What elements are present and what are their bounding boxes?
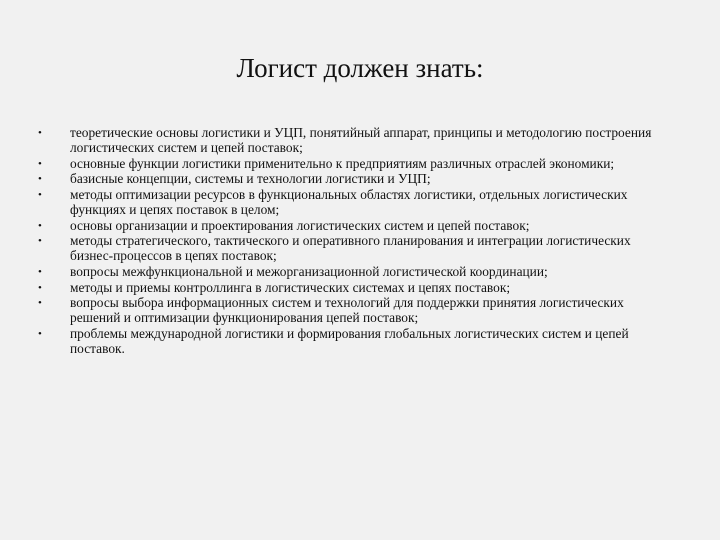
bullet-icon: • <box>38 189 42 202</box>
list-item-text: методы оптимизации ресурсов в функциональных областях логистики, отдельных логистических функциях и цепях поставок в целом; <box>70 187 628 217</box>
list-item-text: проблемы международной логистики и формирования глобальных логистических систем и цепей поставок. <box>70 325 629 356</box>
list-item <box>38 234 668 264</box>
bullet-icon: • <box>38 173 42 186</box>
list-item-text: основные функции логистики применительно к предприятиям различных отраслей экономики; <box>70 155 615 171</box>
bullet-icon: • <box>38 265 42 278</box>
list-item-text: теоретические основы логистики и УЦП, понятийный аппарат, принципы и методологию построения логистических систем и цепей поставок; <box>70 125 652 155</box>
list-item <box>38 281 668 296</box>
bullet-icon: • <box>38 157 42 170</box>
list-item <box>38 188 668 218</box>
bullet-list <box>38 126 668 358</box>
list-item-text: вопросы межфункциональной и межорганизационной логистической координации; <box>70 263 548 279</box>
bullet-icon: • <box>38 327 42 340</box>
bullet-icon: • <box>38 281 42 294</box>
list-item <box>38 219 668 234</box>
list-item-text: методы стратегического, тактического и оперативного планирования и интеграции логистических бизнес-процессов в цепях поставок; <box>70 233 631 264</box>
slide-title: Логист должен знать: <box>236 53 484 83</box>
bullet-icon: • <box>38 219 42 232</box>
list-item <box>38 265 668 280</box>
bullet-icon: • <box>38 235 42 248</box>
list-item <box>38 296 668 326</box>
list-item-text: вопросы выбора информационных систем и технологий для поддержки принятия логистических решений и оптимизации функционирования цепей поставок; <box>70 295 624 326</box>
list-item <box>38 172 668 187</box>
list-item <box>38 327 668 357</box>
bullet-icon: • <box>38 297 42 310</box>
bullet-icon: • <box>38 127 42 139</box>
list-item <box>38 157 668 172</box>
list-item-text: методы и приемы контроллинга в логистических системах и цепях поставок; <box>70 279 511 295</box>
list-item-text: базисные концепции, системы и технологии логистики и УЦП; <box>70 171 431 187</box>
list-item <box>38 126 668 156</box>
list-item-text: основы организации и проектирования логистических систем и цепей поставок; <box>70 217 530 233</box>
